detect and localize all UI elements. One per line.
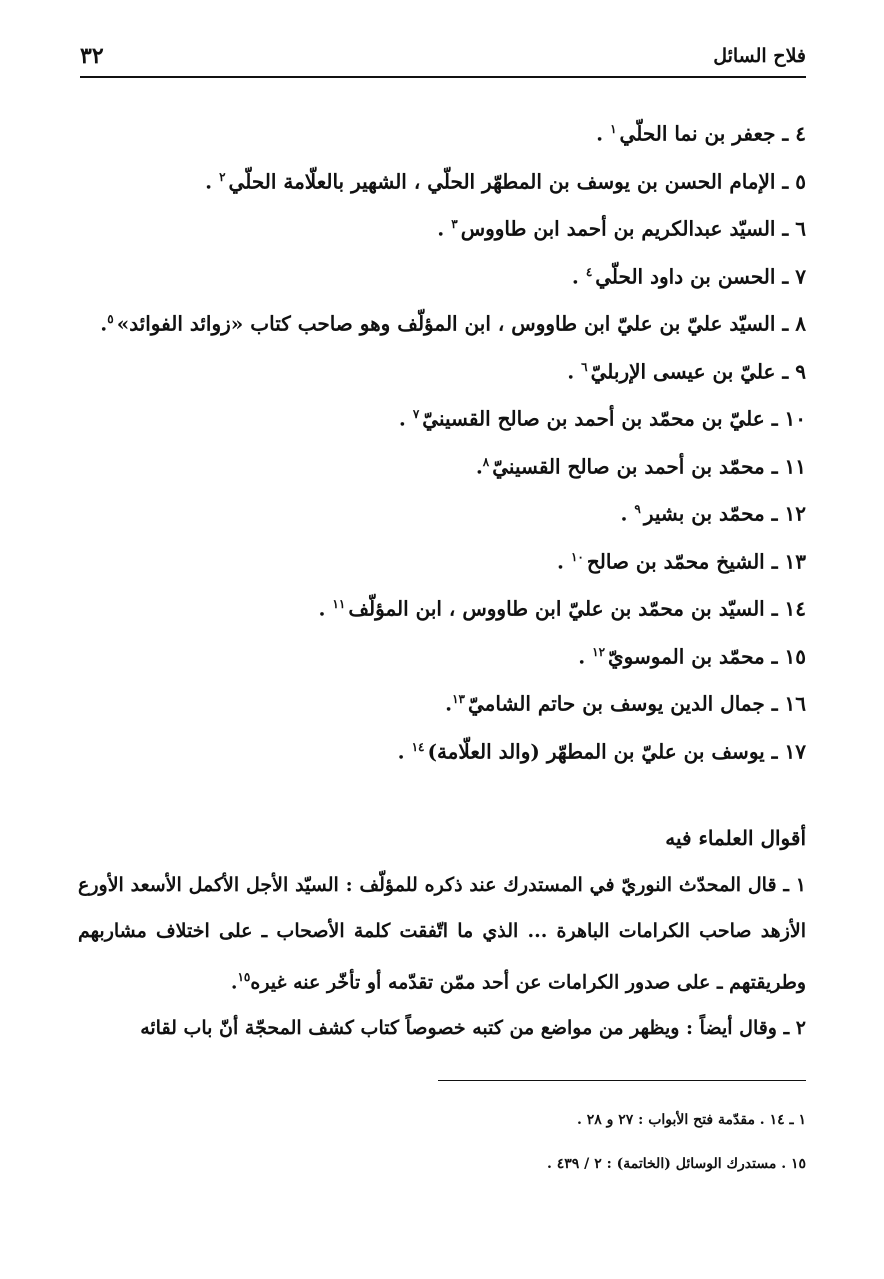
book-title: فلاح السائل <box>713 45 806 67</box>
list-item-end: . <box>205 169 220 194</box>
list-item-text: ١١ ـ محمّد بن أحمد بن صالح القسينيّ <box>492 454 806 479</box>
list-item-end: . <box>437 216 452 241</box>
list-item <box>70 154 806 202</box>
list-item-end: . <box>445 691 453 716</box>
footnote-marker: ٢ <box>219 169 226 184</box>
footnote-marker: ٩ <box>634 502 641 516</box>
list-item <box>70 249 806 297</box>
section-heading: أقوال العلماء فيه <box>665 826 806 850</box>
footnote-marker: ٨ <box>482 454 490 469</box>
footnote-marker: ١٠ <box>570 549 584 564</box>
list-item <box>70 581 806 629</box>
footnote-marker: ١٤ <box>411 739 425 754</box>
list-item-end: . <box>398 406 413 431</box>
list-item-end: . <box>475 454 483 479</box>
list-item-text: ١٢ ـ محمّد بن بشير <box>643 501 806 526</box>
list-item <box>70 296 806 344</box>
list-item <box>70 391 806 439</box>
footnote-marker: ٧ <box>412 407 420 421</box>
list-item <box>70 676 806 724</box>
list-item-text: ١٧ ـ يوسف بن عليّ بن المطهّر (والد العلّامة) <box>427 739 806 764</box>
list-item-text: ٩ ـ عليّ بن عيسى الإربليّ <box>590 359 806 384</box>
paragraph-1-text: ١ ـ قال المحدّث النوريّ في المستدرك عند ذكره للمؤلّف : السيّد الأجل الأكمل الأسعد الأورع الأزهد صاحب الكرامات الباهرة ... الذي ما اتّفقت كلمة الأصحاب ـ على اختلاف مشاربهم وطريقتهم ـ على صدور الكرامات عن أحد ممّن تقدّمه أو تأخّر عنه غيره <box>78 874 806 994</box>
footnote-marker: ١٣ <box>452 692 465 706</box>
footnote: ١٥ . مستدرك الوسائل (الخاتمة) : ٢ / ٤٣٩ . <box>547 1156 806 1172</box>
page-number: ٣٢ <box>80 43 104 69</box>
footnote-marker: ١٥ <box>237 970 251 984</box>
list-item <box>70 201 806 249</box>
list-item-end: . <box>567 359 582 384</box>
list-item-end: . <box>318 596 333 621</box>
list-item-text: ٨ ـ السيّد عليّ بن عليّ ابن طاووس ، ابن المؤلّف وهو صاحب كتاب «زوائد الفوائد» <box>116 311 806 336</box>
list-item <box>70 439 806 487</box>
footnote-marker: ١٢ <box>592 644 606 659</box>
list-item-text: ١٤ ـ السيّد بن محمّد بن عليّ ابن طاووس ، ابن المؤلّف <box>348 596 806 621</box>
footnote-divider <box>438 1080 806 1081</box>
footnote-marker: ٣ <box>451 217 458 231</box>
list-item-end: . <box>571 264 586 289</box>
list-item-end: . <box>557 549 571 574</box>
footnote-marker: ٦ <box>581 359 588 374</box>
footnote-marker: ١١ <box>332 597 346 611</box>
list-item-end: . <box>578 644 593 669</box>
list-item-end: . <box>596 121 611 146</box>
students-list <box>70 106 806 771</box>
body-text <box>78 862 806 1051</box>
footnote-marker: ٥ <box>107 312 114 326</box>
paragraph-1 <box>78 862 806 1005</box>
list-item-text: ١٣ ـ الشيخ محمّد بن صالح <box>586 549 806 574</box>
list-item-end: . <box>397 739 412 764</box>
footnotes <box>78 1098 806 1186</box>
list-item-text: ٧ ـ الحسن بن داود الحلّي <box>595 264 806 289</box>
footnote-marker: ١ <box>610 122 617 136</box>
list-item-end: . <box>620 501 635 526</box>
list-item <box>70 344 806 392</box>
list-item-text: ٥ ـ الإمام الحسن بن يوسف بن المطهّر الحلّي ، الشهير بالعلّامة الحلّي <box>228 169 806 194</box>
running-header <box>80 36 806 78</box>
list-item-text: ٤ ـ جعفر بن نما الحلّي <box>619 121 806 146</box>
list-item <box>70 106 806 154</box>
list-item <box>70 534 806 582</box>
footnote: ١ ـ ١٤ . مقدّمة فتح الأبواب : ٢٧ و ٢٨ . <box>576 1112 806 1128</box>
list-item-end: . <box>100 311 108 336</box>
list-item-text: ٦ ـ السيّد عبدالكريم بن أحمد ابن طاووس <box>460 216 806 241</box>
paragraph-2: ٢ ـ وقال أيضاً : ويظهر من مواضع من كتبه خصوصاً كتاب كشف المحجّة أنّ باب لقائه <box>140 1017 806 1040</box>
list-item <box>70 629 806 677</box>
list-item <box>70 486 806 534</box>
list-item-text: ١٠ ـ عليّ بن محمّد بن أحمد بن صالح القسينيّ <box>422 406 806 431</box>
paragraph-1-end: . <box>230 971 238 994</box>
list-item-text: ١٥ ـ محمّد بن الموسويّ <box>608 644 806 669</box>
footnote-marker: ٤ <box>585 264 593 279</box>
list-item-text: ١٦ ـ جمال الدين يوسف بن حاتم الشاميّ <box>467 691 806 716</box>
list-item <box>70 724 806 772</box>
